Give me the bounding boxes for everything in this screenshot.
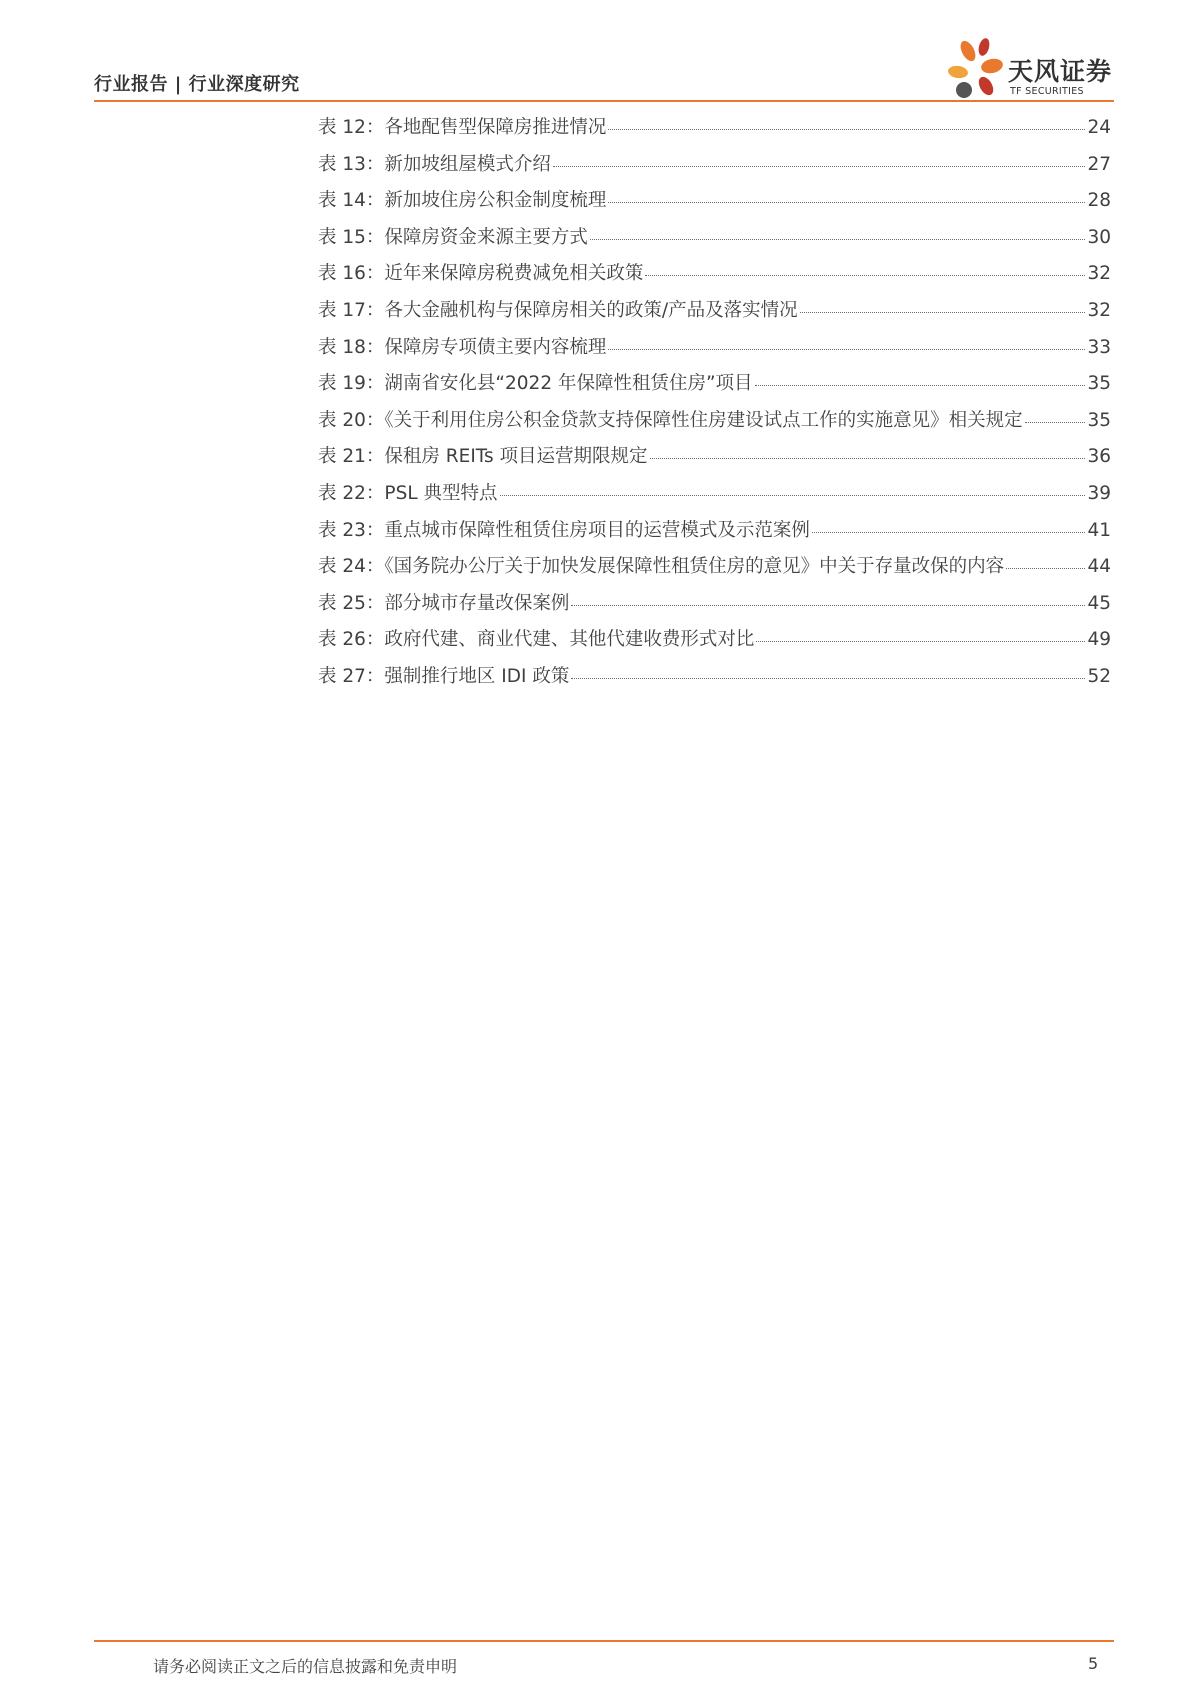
page-header: [94, 0, 1114, 104]
toc-entry-page[interactable]: 49: [1087, 629, 1111, 651]
toc-entry[interactable]: [318, 622, 1111, 659]
toc-entry-label[interactable]: 表 14：新加坡住房公积金制度梳理: [318, 190, 607, 212]
toc-entry-label[interactable]: 表 21：保租房 REITs 项目运营期限规定: [318, 446, 648, 468]
toc-entry-label[interactable]: 表 25：部分城市存量改保案例: [318, 592, 570, 614]
toc-entry-page[interactable]: 35: [1087, 373, 1111, 395]
toc-entry-page[interactable]: 52: [1087, 665, 1111, 687]
dot-leader: [755, 384, 1086, 386]
toc-entry-label[interactable]: 表 17：各大金融机构与保障房相关的政策/产品及落实情况: [318, 299, 798, 321]
dot-leader: [650, 457, 1086, 459]
logo-chinese-text: 天风证券: [1008, 57, 1113, 86]
page-number: 5: [1088, 1654, 1099, 1673]
toc-entry-page[interactable]: 44: [1087, 556, 1111, 578]
toc-entry-label[interactable]: 表 18：保障房专项债主要内容梳理: [318, 336, 607, 358]
toc-entry[interactable]: [318, 366, 1111, 403]
footer-divider: [94, 1640, 1114, 1642]
toc-entry[interactable]: [318, 293, 1111, 330]
toc-entry-label[interactable]: 表 20：《关于利用住房公积金贷款支持保障性住房建设试点工作的实施意见》相关规定: [318, 409, 1023, 431]
dot-leader: [800, 311, 1086, 313]
toc-entry[interactable]: [318, 403, 1111, 440]
toc-entry[interactable]: [318, 439, 1111, 476]
toc-entry-page[interactable]: 45: [1087, 592, 1111, 614]
toc-entry[interactable]: [318, 220, 1111, 257]
toc-entry-page[interactable]: 32: [1087, 299, 1111, 321]
dot-leader: [553, 165, 1086, 167]
dot-leader: [608, 201, 1085, 203]
toc-entry-page[interactable]: 27: [1087, 153, 1111, 175]
toc-entry[interactable]: [318, 110, 1111, 147]
toc-entry-label[interactable]: 表 13：新加坡组屋模式介绍: [318, 153, 551, 175]
toc-entry-page[interactable]: 36: [1087, 446, 1111, 468]
toc-entry-page[interactable]: 33: [1087, 336, 1111, 358]
header-divider: [94, 100, 1114, 102]
dot-leader: [608, 128, 1085, 130]
toc-entry-label[interactable]: 表 23：重点城市保障性租赁住房项目的运营模式及示范案例: [318, 519, 810, 541]
footer-disclaimer: 请务必阅读正文之后的信息披露和免责申明: [153, 1657, 458, 1676]
dot-leader: [590, 238, 1086, 240]
toc-entry[interactable]: [318, 183, 1111, 220]
toc-entry-label[interactable]: 表 16：近年来保障房税费减免相关政策: [318, 263, 644, 285]
flower-logo-icon: [946, 38, 1006, 102]
toc-entry-label[interactable]: 表 22：PSL 典型特点: [318, 482, 498, 504]
toc-entry-label[interactable]: 表 12：各地配售型保障房推进情况: [318, 117, 607, 138]
dot-leader: [571, 677, 1085, 679]
toc-entry[interactable]: [318, 476, 1111, 513]
toc-entry-page[interactable]: 28: [1087, 190, 1111, 212]
dot-leader: [645, 274, 1085, 276]
toc-entry-page[interactable]: 35: [1087, 409, 1111, 431]
toc-entry-page[interactable]: 41: [1087, 519, 1111, 541]
toc-entry-label[interactable]: 表 26：政府代建、商业代建、其他代建收费形式对比: [318, 629, 755, 651]
report-category: 行业报告 | 行业深度研究: [94, 74, 300, 95]
toc-entry-page[interactable]: 32: [1087, 263, 1111, 285]
dot-leader: [1025, 421, 1086, 423]
dot-leader: [608, 348, 1085, 350]
toc-entry[interactable]: [318, 513, 1111, 550]
toc-entry-page[interactable]: 24: [1087, 117, 1111, 138]
toc-entry-label[interactable]: 表 19：湖南省安化县“2022 年保障性租赁住房”项目: [318, 373, 753, 395]
toc-entry-label[interactable]: 表 27：强制推行地区 IDI 政策: [318, 665, 570, 687]
table-of-contents: [318, 110, 1111, 696]
toc-entry-page[interactable]: 39: [1087, 482, 1111, 504]
company-logo: [946, 38, 1116, 102]
toc-entry-label[interactable]: 表 15：保障房资金来源主要方式: [318, 226, 588, 248]
dot-leader: [1006, 567, 1085, 569]
dot-leader: [812, 531, 1086, 533]
toc-entry[interactable]: [318, 256, 1111, 293]
toc-entry[interactable]: [318, 147, 1111, 184]
toc-entry-page[interactable]: 30: [1087, 226, 1111, 248]
toc-entry[interactable]: [318, 330, 1111, 367]
dot-leader: [756, 640, 1085, 642]
toc-entry-label[interactable]: 表 24：《国务院办公厅关于加快发展保障性租赁住房的意见》中关于存量改保的内容: [318, 556, 1005, 578]
dot-leader: [571, 604, 1085, 606]
toc-entry[interactable]: [318, 659, 1111, 696]
logo-english-text: TF SECURITIES: [1010, 86, 1084, 97]
toc-entry[interactable]: [318, 549, 1111, 586]
dot-leader: [500, 494, 1086, 496]
toc-entry[interactable]: [318, 586, 1111, 623]
